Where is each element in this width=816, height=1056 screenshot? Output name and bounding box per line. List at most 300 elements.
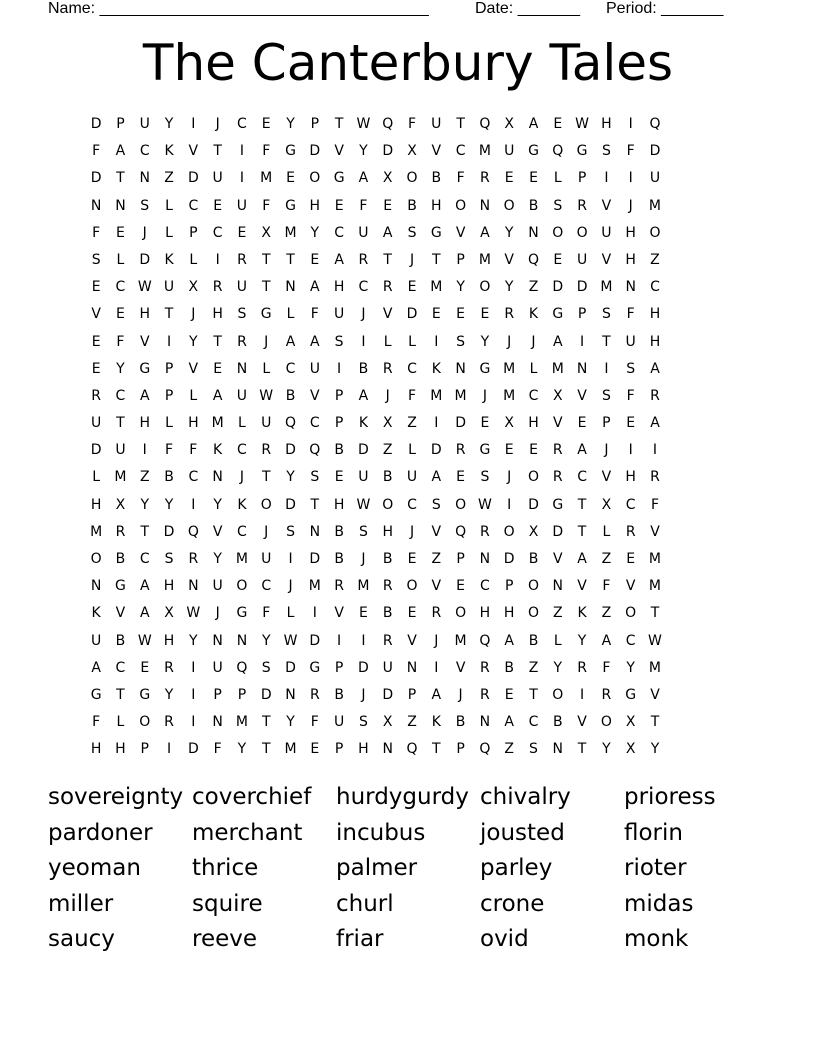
grid-letter[interactable]: R bbox=[382, 632, 393, 649]
grid-letter[interactable]: A bbox=[139, 578, 150, 595]
grid-letter[interactable]: P bbox=[577, 170, 587, 187]
grid-letter[interactable]: A bbox=[212, 387, 223, 404]
grid-letter[interactable]: K bbox=[577, 605, 587, 622]
grid-letter[interactable]: I bbox=[239, 143, 244, 160]
grid-letter[interactable]: F bbox=[189, 442, 198, 459]
grid-letter[interactable]: A bbox=[139, 605, 150, 622]
grid-letter[interactable]: D bbox=[90, 442, 102, 459]
grid-letter[interactable]: W bbox=[648, 632, 662, 649]
grid-letter[interactable]: U bbox=[163, 279, 175, 296]
grid-letter[interactable]: E bbox=[626, 415, 636, 432]
grid-letter[interactable]: H bbox=[382, 523, 393, 540]
grid-letter[interactable]: P bbox=[116, 116, 125, 132]
grid-letter[interactable]: L bbox=[165, 415, 173, 432]
grid-letter[interactable]: J bbox=[264, 333, 269, 350]
grid-letter[interactable]: G bbox=[479, 360, 491, 377]
grid-letter[interactable]: X bbox=[552, 387, 563, 404]
grid-letter[interactable]: D bbox=[406, 306, 418, 323]
grid-letter[interactable]: I bbox=[361, 333, 366, 350]
grid-letter[interactable]: J bbox=[239, 469, 244, 486]
grid-letter[interactable]: X bbox=[528, 523, 539, 540]
grid-letter[interactable]: R bbox=[480, 523, 490, 540]
grid-letter[interactable]: N bbox=[455, 360, 466, 377]
grid-letter[interactable]: Z bbox=[139, 469, 150, 486]
grid-letter[interactable]: J bbox=[531, 333, 536, 350]
grid-letter[interactable]: F bbox=[262, 143, 271, 160]
grid-letter[interactable]: Y bbox=[237, 741, 247, 758]
grid-letter[interactable]: Y bbox=[286, 469, 295, 486]
grid-letter[interactable]: I bbox=[434, 333, 439, 350]
grid-letter[interactable]: E bbox=[529, 170, 538, 187]
grid-letter[interactable]: N bbox=[406, 659, 418, 676]
grid-letter[interactable]: S bbox=[480, 469, 490, 486]
grid-letter[interactable]: U bbox=[358, 469, 369, 486]
grid-letter[interactable]: U bbox=[236, 197, 248, 214]
grid-letter[interactable]: B bbox=[115, 632, 126, 649]
grid-letter[interactable]: P bbox=[140, 741, 149, 758]
grid-letter[interactable]: B bbox=[164, 469, 174, 486]
grid-letter[interactable]: T bbox=[650, 605, 660, 622]
grid-letter[interactable]: I bbox=[580, 333, 585, 350]
grid-letter[interactable]: Q bbox=[285, 415, 297, 432]
grid-letter[interactable]: V bbox=[577, 387, 587, 404]
grid-letter[interactable]: E bbox=[383, 197, 393, 214]
grid-letter[interactable]: P bbox=[189, 224, 198, 241]
grid-letter[interactable]: Y bbox=[359, 143, 368, 160]
grid-letter[interactable]: H bbox=[163, 578, 175, 595]
grid-letter[interactable]: E bbox=[310, 251, 320, 268]
grid-letter[interactable]: X bbox=[382, 415, 393, 432]
grid-letter[interactable]: Y bbox=[553, 659, 563, 676]
grid-letter[interactable]: K bbox=[164, 251, 174, 268]
grid-letter[interactable]: E bbox=[213, 197, 223, 214]
grid-letter[interactable]: R bbox=[212, 279, 223, 296]
grid-letter[interactable]: L bbox=[116, 251, 125, 268]
grid-letter[interactable]: T bbox=[383, 251, 392, 268]
grid-letter[interactable]: W bbox=[356, 496, 371, 513]
grid-letter[interactable]: R bbox=[552, 469, 563, 486]
grid-letter[interactable]: J bbox=[482, 387, 487, 404]
grid-letter[interactable]: C bbox=[480, 578, 490, 595]
grid-letter[interactable]: H bbox=[139, 306, 150, 323]
grid-letter[interactable]: J bbox=[361, 306, 366, 323]
grid-letter[interactable]: H bbox=[601, 116, 612, 132]
grid-letter[interactable]: D bbox=[503, 551, 515, 567]
grid-letter[interactable]: W bbox=[137, 632, 152, 649]
grid-letter[interactable]: S bbox=[261, 659, 271, 676]
grid-letter[interactable]: P bbox=[334, 741, 344, 758]
grid-letter[interactable]: R bbox=[382, 578, 393, 595]
grid-letter[interactable]: P bbox=[334, 659, 344, 676]
grid-letter[interactable]: I bbox=[337, 632, 342, 649]
grid-letter[interactable]: Z bbox=[407, 415, 417, 432]
grid-letter[interactable]: C bbox=[115, 659, 126, 676]
grid-letter[interactable]: O bbox=[406, 170, 418, 187]
grid-letter[interactable]: H bbox=[309, 197, 321, 214]
grid-letter[interactable]: N bbox=[552, 578, 564, 595]
grid-letter[interactable]: F bbox=[407, 116, 417, 132]
grid-letter[interactable]: Y bbox=[189, 333, 198, 350]
grid-letter[interactable]: B bbox=[334, 686, 344, 703]
grid-letter[interactable]: E bbox=[310, 741, 320, 758]
grid-letter[interactable]: Q bbox=[236, 659, 248, 676]
grid-letter[interactable]: E bbox=[529, 442, 538, 459]
grid-letter[interactable]: V bbox=[115, 605, 126, 622]
grid-letter[interactable]: F bbox=[626, 306, 635, 323]
grid-letter[interactable]: A bbox=[431, 686, 442, 703]
grid-letter[interactable]: G bbox=[528, 143, 539, 160]
grid-letter[interactable]: V bbox=[431, 143, 442, 160]
grid-letter[interactable]: U bbox=[431, 116, 442, 132]
grid-letter[interactable]: E bbox=[116, 306, 125, 323]
grid-letter[interactable]: R bbox=[552, 442, 563, 459]
grid-letter[interactable]: E bbox=[140, 659, 150, 676]
grid-letter[interactable]: M bbox=[648, 659, 662, 676]
grid-letter[interactable]: H bbox=[333, 496, 345, 513]
grid-letter[interactable]: B bbox=[455, 714, 466, 731]
grid-letter[interactable]: L bbox=[189, 251, 198, 268]
grid-letter[interactable]: Z bbox=[382, 442, 393, 459]
grid-letter[interactable]: B bbox=[504, 659, 514, 676]
grid-letter[interactable]: A bbox=[577, 442, 587, 459]
grid-letter[interactable]: I bbox=[628, 116, 633, 132]
grid-letter[interactable]: R bbox=[577, 197, 587, 214]
grid-letter[interactable]: L bbox=[408, 442, 416, 459]
grid-letter[interactable]: S bbox=[601, 143, 611, 160]
grid-letter[interactable]: N bbox=[236, 632, 248, 649]
grid-letter[interactable]: K bbox=[358, 415, 368, 432]
grid-letter[interactable]: L bbox=[553, 170, 562, 187]
grid-letter[interactable]: J bbox=[142, 224, 147, 241]
grid-letter[interactable]: D bbox=[552, 279, 564, 296]
grid-letter[interactable]: I bbox=[191, 686, 196, 703]
grid-letter[interactable]: O bbox=[479, 279, 491, 296]
grid-letter[interactable]: O bbox=[455, 496, 467, 513]
grid-letter[interactable]: E bbox=[553, 116, 563, 132]
grid-letter[interactable]: Q bbox=[552, 143, 564, 160]
grid-letter[interactable]: U bbox=[333, 306, 345, 323]
grid-letter[interactable]: I bbox=[191, 659, 196, 676]
grid-letter[interactable]: Z bbox=[504, 741, 514, 758]
grid-letter[interactable]: L bbox=[189, 387, 198, 404]
grid-letter[interactable]: E bbox=[237, 224, 247, 241]
name-field[interactable]: Name: _____________________________________ bbox=[48, 0, 429, 17]
grid-letter[interactable]: J bbox=[215, 116, 220, 132]
grid-letter[interactable]: J bbox=[604, 442, 609, 459]
grid-letter[interactable]: O bbox=[90, 551, 102, 567]
grid-letter[interactable]: F bbox=[92, 714, 101, 731]
grid-letter[interactable]: I bbox=[312, 605, 317, 622]
grid-letter[interactable]: V bbox=[455, 224, 466, 241]
grid-letter[interactable]: C bbox=[309, 415, 320, 432]
grid-letter[interactable]: C bbox=[455, 143, 466, 160]
grid-letter[interactable]: C bbox=[358, 279, 369, 296]
grid-letter[interactable]: K bbox=[431, 360, 441, 377]
grid-letter[interactable]: K bbox=[237, 496, 247, 513]
grid-letter[interactable]: N bbox=[212, 632, 223, 649]
grid-letter[interactable]: F bbox=[456, 170, 465, 187]
grid-letter[interactable]: V bbox=[310, 387, 320, 404]
grid-letter[interactable]: O bbox=[236, 578, 248, 595]
grid-letter[interactable]: S bbox=[601, 306, 611, 323]
grid-letter[interactable]: C bbox=[577, 469, 587, 486]
grid-letter[interactable]: R bbox=[455, 442, 466, 459]
grid-letter[interactable]: V bbox=[577, 578, 587, 595]
grid-letter[interactable]: L bbox=[238, 415, 246, 432]
grid-letter[interactable]: D bbox=[187, 741, 199, 758]
grid-letter[interactable]: M bbox=[503, 387, 516, 404]
grid-letter[interactable]: D bbox=[90, 170, 102, 187]
grid-letter[interactable]: E bbox=[480, 415, 490, 432]
grid-letter[interactable]: U bbox=[333, 714, 345, 731]
grid-letter[interactable]: S bbox=[358, 523, 368, 540]
grid-letter[interactable]: T bbox=[577, 523, 587, 540]
grid-letter[interactable]: R bbox=[164, 714, 174, 731]
grid-letter[interactable]: S bbox=[407, 224, 417, 241]
grid-letter[interactable]: M bbox=[284, 741, 297, 758]
grid-letter[interactable]: D bbox=[358, 442, 369, 459]
grid-letter[interactable]: B bbox=[334, 523, 344, 540]
grid-letter[interactable]: Z bbox=[650, 251, 660, 268]
grid-letter[interactable]: R bbox=[577, 659, 587, 676]
grid-letter[interactable]: A bbox=[382, 224, 393, 241]
grid-letter[interactable]: N bbox=[139, 170, 150, 187]
grid-letter[interactable]: V bbox=[601, 469, 612, 486]
grid-letter[interactable]: T bbox=[261, 741, 271, 758]
grid-letter[interactable]: I bbox=[191, 714, 196, 731]
grid-letter[interactable]: I bbox=[288, 551, 293, 567]
grid-letter[interactable]: T bbox=[650, 714, 660, 731]
grid-letter[interactable]: Y bbox=[456, 279, 465, 296]
grid-letter[interactable]: S bbox=[140, 197, 150, 214]
grid-letter[interactable]: V bbox=[407, 632, 417, 649]
date-field[interactable]: Date: _______ bbox=[475, 0, 580, 17]
grid-letter[interactable]: N bbox=[479, 551, 491, 567]
grid-letter[interactable]: U bbox=[261, 551, 272, 567]
grid-letter[interactable]: A bbox=[577, 551, 587, 567]
grid-letter[interactable]: R bbox=[164, 659, 174, 676]
grid-letter[interactable]: D bbox=[260, 686, 272, 703]
grid-letter[interactable]: P bbox=[213, 686, 222, 703]
grid-letter[interactable]: U bbox=[382, 659, 393, 676]
grid-letter[interactable]: P bbox=[237, 686, 247, 703]
grid-letter[interactable]: I bbox=[628, 442, 633, 459]
grid-letter[interactable]: N bbox=[382, 741, 393, 758]
grid-letter[interactable]: T bbox=[432, 251, 441, 268]
grid-letter[interactable]: A bbox=[358, 170, 369, 187]
grid-letter[interactable]: E bbox=[577, 415, 587, 432]
grid-letter[interactable]: V bbox=[504, 251, 514, 268]
grid-letter[interactable]: D bbox=[382, 143, 394, 160]
grid-letter[interactable]: D bbox=[285, 442, 296, 459]
grid-letter[interactable]: E bbox=[456, 578, 466, 595]
grid-letter[interactable]: U bbox=[358, 224, 369, 241]
grid-letter[interactable]: N bbox=[479, 197, 491, 214]
grid-letter[interactable]: Y bbox=[310, 224, 320, 241]
grid-letter[interactable]: C bbox=[407, 360, 417, 377]
grid-letter[interactable]: M bbox=[454, 632, 467, 649]
grid-letter[interactable]: O bbox=[649, 224, 661, 241]
grid-letter[interactable]: A bbox=[310, 333, 320, 350]
grid-letter[interactable]: Y bbox=[504, 224, 514, 241]
grid-letter[interactable]: V bbox=[553, 551, 563, 567]
grid-letter[interactable]: O bbox=[600, 714, 612, 731]
grid-letter[interactable]: J bbox=[215, 605, 220, 622]
grid-letter[interactable]: M bbox=[235, 714, 248, 731]
grid-letter[interactable]: A bbox=[115, 143, 126, 160]
grid-letter[interactable]: B bbox=[552, 714, 563, 731]
grid-letter[interactable]: V bbox=[431, 523, 442, 540]
grid-letter[interactable]: J bbox=[507, 469, 512, 486]
grid-letter[interactable]: F bbox=[262, 197, 271, 214]
grid-letter[interactable]: I bbox=[434, 659, 439, 676]
grid-letter[interactable]: U bbox=[625, 333, 636, 350]
grid-letter[interactable]: V bbox=[553, 415, 563, 432]
grid-letter[interactable]: D bbox=[187, 170, 199, 187]
grid-letter[interactable]: G bbox=[333, 170, 345, 187]
grid-letter[interactable]: T bbox=[261, 279, 271, 296]
grid-letter[interactable]: I bbox=[337, 360, 342, 377]
grid-letter[interactable]: V bbox=[625, 578, 636, 595]
grid-letter[interactable]: R bbox=[188, 551, 199, 567]
grid-letter[interactable]: M bbox=[114, 469, 127, 486]
grid-letter[interactable]: S bbox=[358, 714, 368, 731]
grid-letter[interactable]: D bbox=[358, 659, 369, 676]
grid-letter[interactable]: F bbox=[310, 306, 319, 323]
grid-letter[interactable]: L bbox=[553, 632, 562, 649]
grid-letter[interactable]: X bbox=[164, 605, 174, 622]
grid-letter[interactable]: V bbox=[382, 306, 393, 323]
grid-letter[interactable]: I bbox=[628, 170, 633, 187]
grid-letter[interactable]: I bbox=[652, 442, 658, 459]
grid-letter[interactable]: P bbox=[334, 415, 344, 432]
grid-letter[interactable]: Q bbox=[382, 116, 394, 132]
grid-letter[interactable]: D bbox=[455, 415, 466, 432]
grid-letter[interactable]: L bbox=[165, 224, 173, 241]
grid-letter[interactable]: D bbox=[90, 116, 102, 132]
grid-letter[interactable]: G bbox=[576, 143, 588, 160]
grid-letter[interactable]: T bbox=[116, 415, 125, 432]
grid-letter[interactable]: H bbox=[528, 415, 539, 432]
grid-letter[interactable]: P bbox=[164, 387, 174, 404]
grid-letter[interactable]: S bbox=[456, 333, 466, 350]
grid-letter[interactable]: F bbox=[92, 224, 101, 241]
grid-letter[interactable]: V bbox=[334, 143, 344, 160]
grid-letter[interactable]: H bbox=[431, 197, 442, 214]
grid-letter[interactable]: H bbox=[503, 605, 515, 622]
grid-letter[interactable]: R bbox=[115, 523, 126, 540]
grid-letter[interactable]: L bbox=[286, 306, 295, 323]
grid-letter[interactable]: Q bbox=[406, 741, 418, 758]
grid-letter[interactable]: L bbox=[165, 197, 173, 214]
grid-letter[interactable]: D bbox=[163, 523, 175, 540]
grid-letter[interactable]: A bbox=[285, 333, 296, 350]
grid-letter[interactable]: H bbox=[358, 741, 369, 758]
grid-letter[interactable]: M bbox=[478, 251, 491, 268]
grid-letter[interactable]: O bbox=[527, 605, 539, 622]
grid-letter[interactable]: W bbox=[283, 632, 298, 649]
grid-letter[interactable]: X bbox=[115, 496, 126, 513]
grid-letter[interactable]: T bbox=[577, 741, 587, 758]
grid-letter[interactable]: U bbox=[139, 116, 150, 132]
grid-letter[interactable]: E bbox=[504, 442, 514, 459]
grid-letter[interactable]: Y bbox=[577, 632, 587, 649]
grid-letter[interactable]: Y bbox=[602, 741, 611, 758]
grid-letter[interactable]: M bbox=[90, 523, 103, 540]
grid-letter[interactable]: M bbox=[260, 170, 273, 187]
grid-letter[interactable]: H bbox=[188, 415, 199, 432]
grid-letter[interactable]: F bbox=[626, 143, 635, 160]
grid-letter[interactable]: F bbox=[92, 143, 101, 160]
grid-letter[interactable]: G bbox=[285, 143, 296, 160]
grid-letter[interactable]: U bbox=[212, 659, 223, 676]
grid-letter[interactable]: Q bbox=[649, 116, 661, 132]
grid-letter[interactable]: U bbox=[261, 415, 272, 432]
grid-letter[interactable]: N bbox=[528, 224, 539, 241]
grid-letter[interactable]: U bbox=[649, 170, 661, 187]
grid-letter[interactable]: B bbox=[358, 360, 369, 377]
grid-letter[interactable]: V bbox=[650, 523, 660, 540]
grid-letter[interactable]: A bbox=[139, 387, 150, 404]
grid-letter[interactable]: L bbox=[529, 360, 538, 377]
grid-letter[interactable]: V bbox=[212, 523, 223, 540]
grid-letter[interactable]: H bbox=[333, 279, 345, 296]
grid-letter[interactable]: K bbox=[213, 442, 223, 459]
grid-letter[interactable]: W bbox=[477, 496, 492, 513]
grid-letter[interactable]: D bbox=[649, 143, 661, 160]
grid-letter[interactable]: Z bbox=[528, 279, 539, 296]
grid-letter[interactable]: P bbox=[504, 578, 514, 595]
grid-letter[interactable]: F bbox=[359, 197, 368, 214]
grid-letter[interactable]: T bbox=[529, 686, 538, 703]
grid-letter[interactable]: U bbox=[236, 387, 248, 404]
grid-letter[interactable]: G bbox=[139, 686, 151, 703]
grid-letter[interactable]: C bbox=[139, 143, 150, 160]
grid-letter[interactable]: C bbox=[285, 360, 296, 377]
grid-letter[interactable]: E bbox=[407, 551, 417, 567]
grid-letter[interactable]: Z bbox=[407, 714, 417, 731]
grid-letter[interactable]: N bbox=[285, 686, 296, 703]
grid-letter[interactable]: I bbox=[507, 496, 512, 513]
grid-letter[interactable]: E bbox=[334, 197, 344, 214]
grid-letter[interactable]: B bbox=[528, 551, 539, 567]
grid-letter[interactable]: S bbox=[626, 360, 636, 377]
grid-letter[interactable]: R bbox=[309, 686, 320, 703]
grid-letter[interactable]: X bbox=[188, 279, 199, 296]
grid-letter[interactable]: A bbox=[650, 360, 660, 377]
grid-letter[interactable]: E bbox=[334, 469, 344, 486]
grid-letter[interactable]: H bbox=[163, 632, 175, 649]
grid-letter[interactable]: J bbox=[361, 686, 366, 703]
grid-letter[interactable]: O bbox=[503, 523, 515, 540]
grid-letter[interactable]: Y bbox=[213, 496, 222, 513]
grid-letter[interactable]: O bbox=[382, 496, 394, 513]
grid-letter[interactable]: P bbox=[456, 551, 465, 567]
grid-letter[interactable]: R bbox=[237, 333, 247, 350]
grid-letter[interactable]: E bbox=[286, 170, 295, 187]
grid-letter[interactable]: E bbox=[213, 360, 223, 377]
grid-letter[interactable]: G bbox=[90, 686, 102, 703]
grid-letter[interactable]: Y bbox=[650, 741, 660, 758]
grid-letter[interactable]: T bbox=[116, 686, 125, 703]
grid-letter[interactable]: R bbox=[650, 387, 660, 404]
grid-letter[interactable]: P bbox=[310, 116, 320, 132]
grid-letter[interactable]: M bbox=[503, 360, 516, 377]
grid-letter[interactable]: X bbox=[625, 741, 636, 758]
grid-letter[interactable]: C bbox=[237, 523, 247, 540]
grid-letter[interactable]: N bbox=[309, 523, 321, 540]
grid-letter[interactable]: V bbox=[139, 333, 150, 350]
